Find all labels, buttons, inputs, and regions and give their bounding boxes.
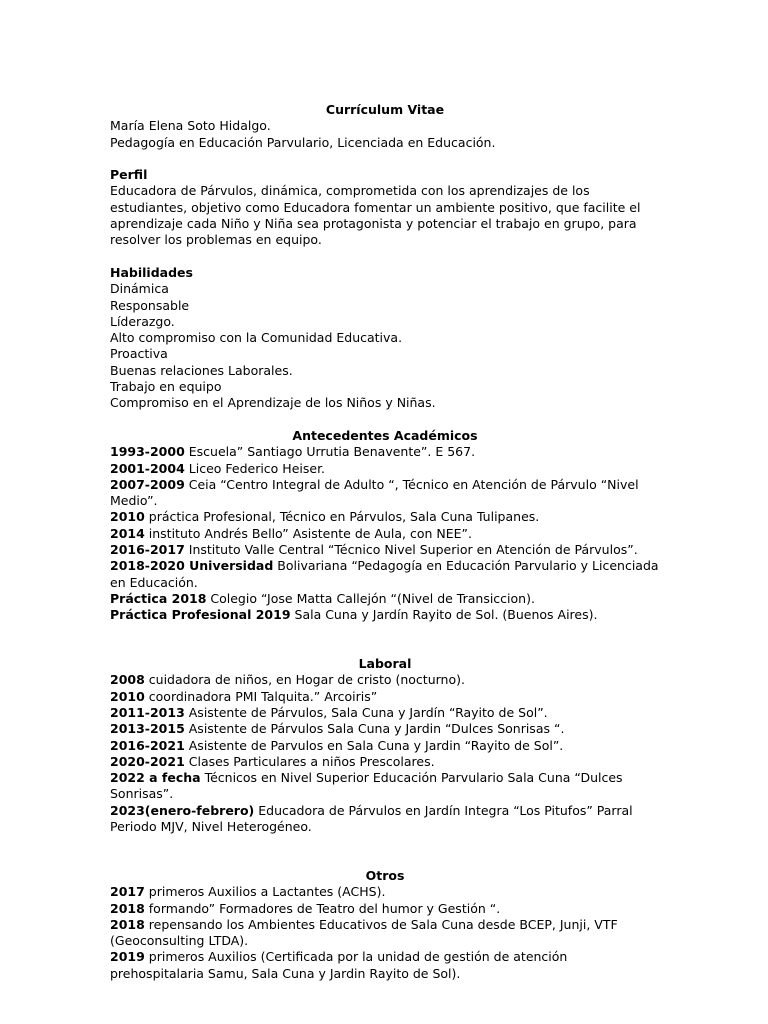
academic-entry: [110, 477, 660, 510]
entry-text: primeros Auxilios a Lactantes (ACHS).: [144, 884, 386, 900]
entry-text: práctica Profesional, Técnico en Párvulos, Sala Cuna Tulipanes.: [144, 509, 540, 525]
section-heading-laboral: Laboral: [358, 656, 412, 672]
entry-label: 2013-2015: [110, 721, 185, 737]
entry-text: Asistente de Parvulos en Sala Cuna y Jardin “Rayito de Sol”.: [184, 737, 564, 753]
academic-entry: [110, 444, 660, 460]
entry-text: primeros Auxilios (Certificada por la unidad de gestión de atención prehospitalaria Samu, Sala Cuna y Jardin Rayito de Sol).: [110, 949, 568, 981]
entry-label: 2018-2020 Universidad: [110, 558, 274, 574]
skill-item: Líderazgo.: [110, 313, 175, 329]
entry-label: Práctica 2018: [110, 590, 207, 606]
entry-label: 2016-2021: [110, 737, 185, 753]
entry-text: repensando los Ambientes Educativos de Sala Cuna desde BCEP, Junji, VTF (Geoconsulting LTDA).: [110, 916, 618, 949]
other-entry: [110, 949, 660, 982]
entry-label: 2010: [110, 509, 145, 525]
skill-item: Compromiso en el Aprendizaje de los Niños y Niñas.: [110, 395, 436, 411]
section-heading-otros: Otros: [365, 867, 405, 883]
skill-item: Alto compromiso con la Comunidad Educativa.: [110, 330, 403, 346]
academic-entry: [110, 542, 660, 558]
other-entry: [110, 901, 660, 917]
entry-text: Ceia “Centro Integral de Adulto “, Técnico en Atención de Párvulo “Nivel Medio”.: [110, 476, 639, 509]
spacer: [110, 151, 660, 167]
entry-text: Sala Cuna y Jardín Rayito de Sol. (Buenos Aires).: [290, 607, 598, 623]
entry-label: 2014: [110, 525, 145, 541]
entry-label: 2007-2009: [110, 476, 185, 492]
skill-item: Buenas relaciones Laborales.: [110, 362, 293, 378]
work-entry: [110, 721, 660, 737]
academic-entry: [110, 509, 660, 525]
work-entry: [110, 689, 660, 705]
section-heading-perfil: Perfil: [110, 167, 148, 183]
entry-label: 2010: [110, 688, 145, 704]
entry-text: cuidadora de niños, en Hogar de cristo (nocturno).: [144, 672, 465, 688]
entry-label: 2008: [110, 672, 145, 688]
entry-text: instituto Andrés Bello” Asistente de Aula, con NEE”.: [144, 525, 473, 541]
entry-text: Liceo Federico Heiser.: [184, 460, 326, 476]
spacer: [110, 624, 660, 657]
section-heading-academicos: Antecedentes Académicos: [292, 427, 478, 443]
entry-label: 2016-2017: [110, 542, 185, 558]
section-heading-habilidades: Habilidades: [110, 264, 193, 280]
spacer: [110, 835, 660, 868]
full-name: María Elena Soto Hidalgo.: [110, 118, 271, 134]
work-entry: [110, 705, 660, 721]
entry-label: 2018: [110, 900, 145, 916]
work-entry: [110, 770, 660, 803]
work-entry: [110, 754, 660, 770]
entry-text: Escuela” Santiago Urrutia Benavente”. E 567.: [184, 444, 476, 460]
entry-label: 2017: [110, 884, 145, 900]
academic-entry: [110, 526, 660, 542]
academic-entry: [110, 558, 660, 591]
entry-label: Práctica Profesional 2019: [110, 607, 291, 623]
academic-entry: [110, 461, 660, 477]
entry-text: Asistente de Párvulos Sala Cuna y Jardin “Dulces Sonrisas “.: [184, 721, 565, 737]
work-entry: [110, 672, 660, 688]
entry-text: Bolivariana “Pedagogía en Educación Parvulario y Licenciada en Educación.: [110, 558, 659, 590]
entry-text: Técnicos en Nivel Superior Educación Parvulario Sala Cuna “Dulces Sonrisas”.: [110, 770, 623, 802]
entry-label: 2019: [110, 949, 145, 965]
entry-label: 2022 a fecha: [110, 770, 201, 786]
entry-text: coordinadora PMI Talquita.” Arcoiris”: [144, 688, 378, 704]
skill-item: Responsable: [110, 297, 190, 313]
cv-document: [110, 102, 660, 982]
skill-item: Dinámica: [110, 281, 169, 297]
skill-item: Proactiva: [110, 346, 168, 362]
skill-item: Trabajo en equipo: [110, 379, 222, 395]
document-title: Currículum Vitae: [325, 102, 445, 117]
entry-label: 2001-2004: [110, 460, 185, 476]
entry-text: Clases Particulares a niños Prescolares.: [184, 753, 435, 769]
degree: Pedagogía en Educación Parvulario, Licenciada en Educación.: [110, 134, 496, 150]
work-entry: [110, 803, 660, 836]
entry-text: Instituto Valle Central “Técnico Nivel Superior en Atención de Párvulos”.: [184, 542, 638, 558]
academic-entry: [110, 591, 660, 607]
other-entry: [110, 917, 660, 950]
entry-label: 2020-2021: [110, 753, 185, 769]
entry-text: Colegio “Jose Matta Callejón “(Nivel de Transiccion).: [206, 590, 535, 606]
entry-label: 1993-2000: [110, 444, 185, 460]
work-entry: [110, 738, 660, 754]
entry-label: 2018: [110, 916, 145, 932]
entry-text: formando” Formadores de Teatro del humor y Gestión “.: [144, 900, 501, 916]
perfil-text: Educadora de Párvulos, dinámica, comprometida con los aprendizajes de los estudiantes, objetivo como Educadora fomentar un ambiente positivo, que facilite el aprendizaje cada Niño y Niña sea protagonista y potenciar el trabajo en grupo, para resolver los problemas en equipo.: [110, 183, 641, 248]
spacer: [110, 249, 660, 265]
other-entry: [110, 884, 660, 900]
entry-text: Educadora de Párvulos en Jardín Integra “Los Pitufos” Parral Periodo MJV, Nivel Heterogéneo.: [110, 802, 633, 835]
entry-label: 2011-2013: [110, 704, 185, 720]
entry-label: 2023(enero-febrero): [110, 802, 255, 818]
spacer: [110, 412, 660, 428]
entry-text: Asistente de Párvulos, Sala Cuna y Jardín “Rayito de Sol”.: [184, 704, 548, 720]
academic-entry: [110, 607, 660, 623]
